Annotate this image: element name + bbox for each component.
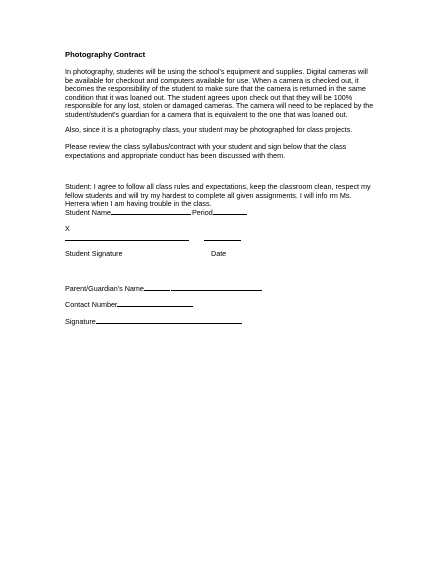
photo-notice-line: Also, since it is a photography class, your student may be photographed for class projects. bbox=[65, 125, 353, 134]
student-statement-paragraph bbox=[65, 183, 375, 209]
period-field bbox=[192, 208, 247, 218]
intro-line: responsible for any lost, stolen or damaged cameras. The camera will need to be replaced by the bbox=[65, 101, 374, 111]
student-statement-line: Student: I agree to follow all class rules and expectations, keep the classroom clean, respect my bbox=[65, 182, 371, 191]
intro-line: becomes the responsibility of the student to make sure that the camera is returned in the same bbox=[65, 84, 366, 94]
review-paragraph bbox=[65, 143, 375, 160]
signature-field bbox=[65, 317, 242, 327]
intro-line: student/student's guardian for a camera that is equivalent to the one that was loaned out. bbox=[65, 109, 348, 119]
parent-name-line[interactable] bbox=[171, 290, 262, 291]
signature-line[interactable] bbox=[96, 317, 242, 324]
review-line: Please review the class syllabus/contract with your student and sign below that the class bbox=[65, 142, 347, 151]
date-label: Date bbox=[211, 249, 227, 258]
student-statement-line: fellow students and will try my hardest to complete all given assignments. I will info rm Ms. bbox=[65, 190, 352, 200]
student-statement-line: Herrera when I am having trouble in the class. bbox=[65, 199, 212, 209]
period-label: Period bbox=[192, 208, 213, 217]
student-name-field bbox=[65, 208, 191, 218]
intro-line: condition that it was loaned out. The student agrees upon check out that they will be 100% bbox=[65, 92, 353, 102]
review-line: expectations and appropriate conduct has been discussed with them. bbox=[65, 150, 286, 160]
contact-number-line[interactable] bbox=[117, 300, 193, 307]
intro-line: In photography, students will be using the school's equipment and supplies. Digital cameras will bbox=[65, 67, 368, 76]
signature-label: Signature bbox=[65, 317, 96, 326]
period-line[interactable] bbox=[213, 208, 247, 215]
student-signature-label: Student Signature bbox=[65, 249, 123, 258]
date-line[interactable] bbox=[204, 240, 241, 241]
parent-name-label: Parent/Guardian's Name bbox=[65, 284, 144, 293]
contact-number-label: Contact Number bbox=[65, 300, 118, 309]
parent-name-field bbox=[65, 284, 170, 294]
contact-number-field bbox=[65, 300, 193, 310]
photo-notice-paragraph bbox=[65, 126, 375, 135]
student-name-line[interactable] bbox=[111, 208, 191, 215]
intro-line: be available for checkout and computers available for use. When a camera is checked out, it bbox=[65, 75, 359, 85]
x-mark: X bbox=[65, 224, 70, 233]
document-title: Photography Contract bbox=[65, 50, 146, 59]
parent-name-line-short[interactable] bbox=[144, 284, 170, 291]
student-signature-line[interactable] bbox=[65, 240, 189, 241]
intro-paragraph bbox=[65, 68, 375, 120]
student-name-label: Student Name bbox=[65, 208, 111, 217]
